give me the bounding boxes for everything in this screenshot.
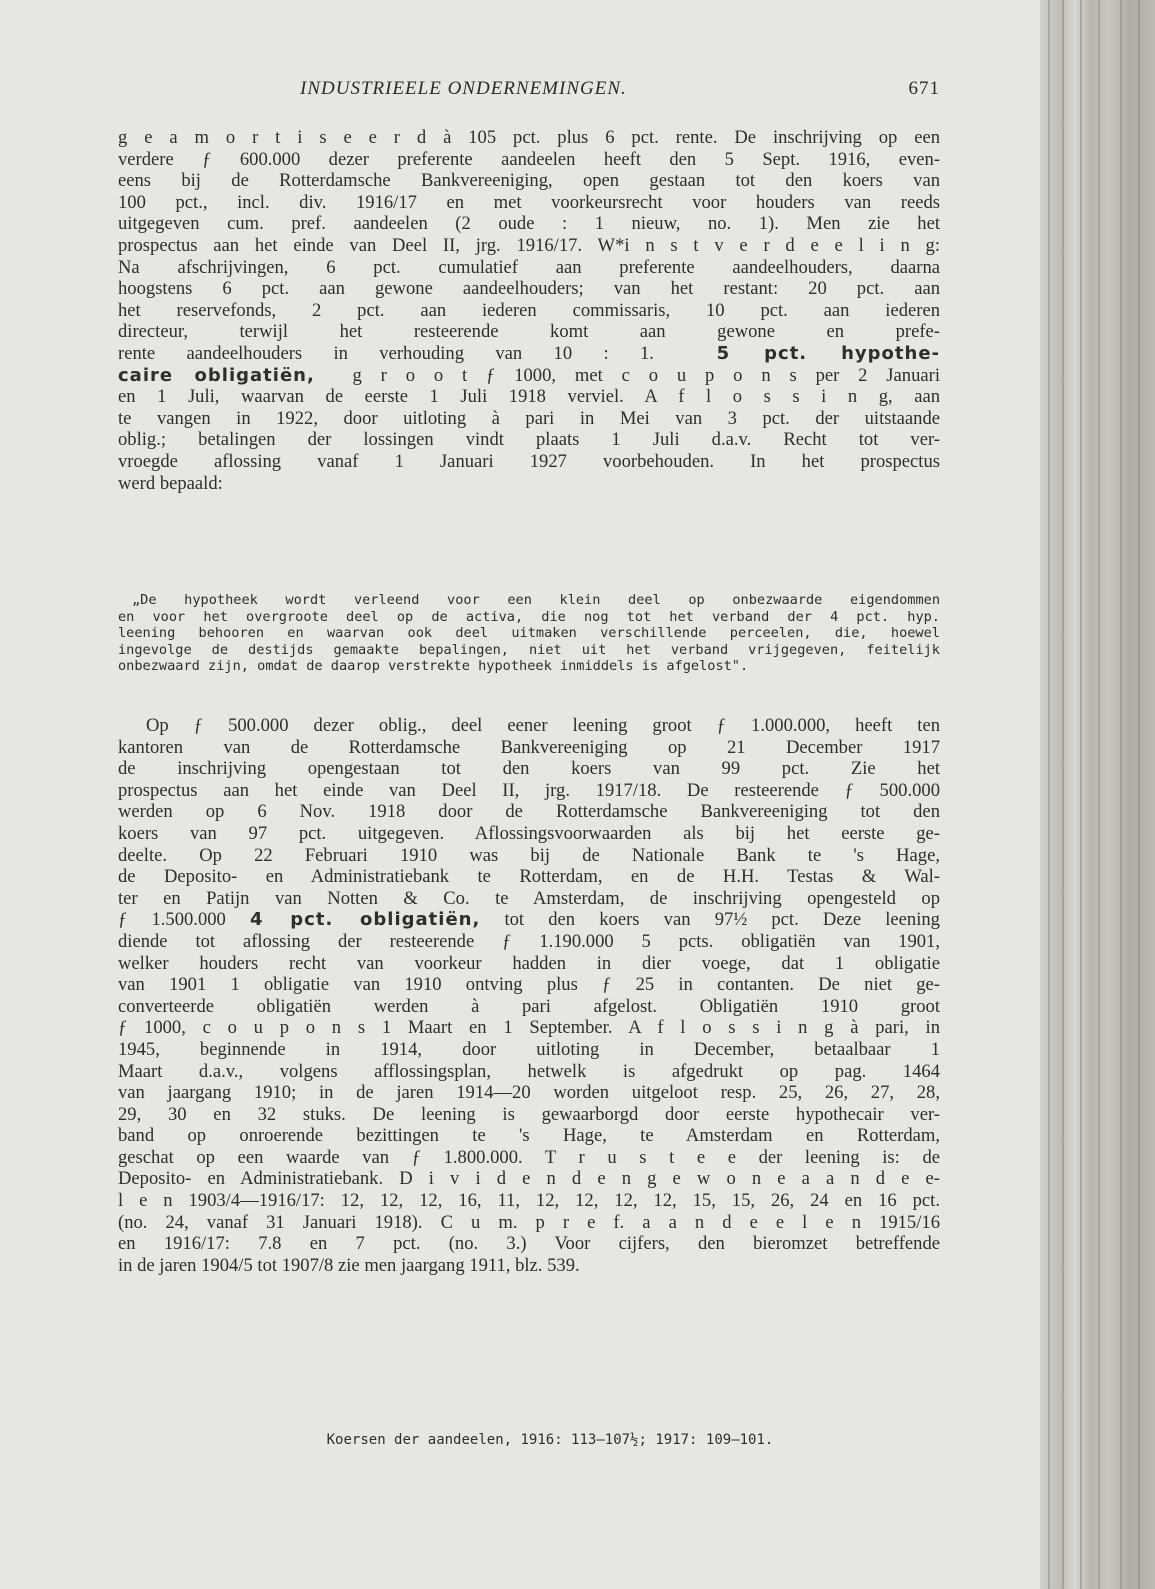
text-line: uitgegeven cum. pref. aandeelen (2 oude : 1 nieuw, no. 1). Men zie het <box>118 213 940 235</box>
text-line: Deposito- en Administratiebank. D i v i d e n d e n g e w o n e a a n d e e- <box>118 1168 940 1190</box>
quote-line: onbezwaard zijn, omdat de daarop verstrekte hypotheek inmiddels is afgelost". <box>118 658 749 674</box>
text-line: prospectus aan het einde van Deel II, jrg. 1916/17. W*i n s t v e r d e e l i n g: <box>118 234 940 256</box>
heading-run: 4 pct. obligatiën, <box>249 909 481 931</box>
text-line: Op ƒ 500.000 dezer oblig., deel eener leening groot ƒ 1.000.000, heeft ten <box>146 715 940 736</box>
paragraph-2 <box>118 715 940 1276</box>
text-line: en 1 Juli, waarvan de eerste 1 Juli 1918 verviel. A f l o s s i n g, aan <box>118 386 940 408</box>
text-line: de inschrijving opengestaan tot den koers van 99 pct. Zie het <box>118 758 940 780</box>
text-line: de Deposito- en Administratiebank te Rotterdam, en de H.H. Testas & Wal- <box>118 866 940 888</box>
text-line: eens bij de Rotterdamsche Bankvereeniging, open gestaan tot den koers van <box>118 170 940 192</box>
text-line: (no. 24, vanaf 31 Januari 1918). C u m. p r e f. a a n d e e l e n 1915/16 <box>118 1211 940 1233</box>
page-edge-line <box>1062 0 1064 1589</box>
text-line: ter en Patijn van Notten & Co. te Amsterdam, de inschrijving opengesteld op <box>118 887 940 909</box>
text-line: hoogstens 6 pct. aan gewone aandeelhouders; van het restant: 20 pct. aan <box>118 278 940 300</box>
text-line: welker houders recht van voorkeur hadden in dier voege, dat 1 obligatie <box>118 952 940 974</box>
text-line: in de jaren 1904/5 tot 1907/8 zie men jaargang 1911, blz. 539. <box>118 1254 580 1276</box>
page-edge-line <box>1120 0 1122 1589</box>
text-line: 100 pct., incl. div. 1916/17 en met voorkeursrecht voor houders van reeds <box>118 191 940 213</box>
text-line: g e a m o r t i s e e r d à 105 pct. plus 6 pct. rente. De inschrijving op een <box>118 127 940 148</box>
page-number: 671 <box>908 78 940 99</box>
heading-run: caire obligatiën, <box>118 364 315 386</box>
text-line: kantoren van de Rotterdamsche Bankvereeniging op 21 December 1917 <box>118 736 940 758</box>
text-run: tot den koers van 97½ pct. Deze leening <box>504 909 940 931</box>
text-run: rente aandeelhouders in verhouding van 10 : 1. <box>118 342 654 364</box>
text-line: van jaargang 1910; in de jaren 1914—20 worden uitgeloot resp. 25, 26, 27, 28, <box>118 1082 940 1104</box>
page-edge-line <box>1138 0 1140 1589</box>
block-quote <box>118 592 940 675</box>
text-line: en 1916/17: 7.8 en 7 pct. (no. 3.) Voor cijfers, den bieromzet betreffende <box>118 1233 940 1255</box>
quote-line: „De hypotheek wordt verleend voor een klein deel op onbezwaarde eigendommen <box>132 592 940 608</box>
book-spine <box>1040 0 1155 1589</box>
text-line: Maart d.a.v., volgens afflossingsplan, hetwelk is afgedrukt op pag. 1464 <box>118 1060 940 1082</box>
text-line: werden op 6 Nov. 1918 door de Rotterdamsche Bankvereeniging tot den <box>118 801 940 823</box>
running-header <box>300 78 940 104</box>
footer-text: Koersen der aandeelen, 1916: 113—107½; 1917: 109—101. <box>326 1432 774 1448</box>
footer-note <box>0 1432 1060 1448</box>
text-line: verdere ƒ 600.000 dezer preferente aandeelen heeft den 5 Sept. 1916, even- <box>118 148 940 170</box>
heading-run: 5 pct. hypothe- <box>716 342 941 364</box>
text-line: koers van 97 pct. uitgegeven. Aflossingsvoorwaarden als bij het eerste ge- <box>118 822 940 844</box>
text-line <box>118 909 940 931</box>
text-line: vroegde aflossing vanaf 1 Januari 1927 voorbehouden. In het prospectus <box>118 450 940 472</box>
running-title: INDUSTRIEELE ONDERNEMINGEN. <box>300 78 627 99</box>
text-line: werd bepaald: <box>118 472 223 494</box>
text-line: deelte. Op 22 Februari 1910 was bij de Nationale Bank te 's Hage, <box>118 844 940 866</box>
quote-line: en voor het overgroote deel op de activa, die nog tot het verband der 4 pct. hyp. <box>118 608 940 625</box>
text-line: band op onroerende bezittingen te 's Hage, te Amsterdam en Rotterdam, <box>118 1125 940 1147</box>
text-line: oblig.; betalingen der lossingen vindt plaats 1 Juli d.a.v. Recht tot ver- <box>118 429 940 451</box>
text-line <box>118 343 940 365</box>
text-line: prospectus aan het einde van Deel II, jrg. 1917/18. De resteerende ƒ 500.000 <box>118 779 940 801</box>
text-line: het reservefonds, 2 pct. aan iederen commissaris, 10 pct. aan iederen <box>118 299 940 321</box>
quote-line: leening behooren en waarvan ook deel uitmaken verschillende perceelen, die, hoewel <box>118 625 940 641</box>
text-line: Na afschrijvingen, 6 pct. cumulatief aan preferente aandeelhouders, daarna <box>118 256 940 278</box>
text-line: te vangen in 1922, door uitloting à pari in Mei van 3 pct. der uitstaande <box>118 407 940 429</box>
text-run: ƒ 1.500.000 <box>118 909 226 931</box>
text-line: directeur, terwijl het resteerende komt aan gewone en prefe- <box>118 321 940 343</box>
text-line: geschat op een waarde van ƒ 1.800.000. T r u s t e e der leening is: de <box>118 1146 940 1168</box>
text-line: converteerde obligatiën werden à pari afgelost. Obligatiën 1910 groot <box>118 995 940 1017</box>
page-edge-line <box>1098 0 1100 1589</box>
page-edge-line <box>1080 0 1082 1589</box>
quote-line: ingevolge de destijds gemaakte bepalingen, niet uit het verband vrijgegeven, feitelijk <box>118 641 940 658</box>
text-line: diende tot aflossing der resteerende ƒ 1.190.000 5 pcts. obligatiën van 1901, <box>118 930 940 952</box>
text-line <box>118 365 940 387</box>
text-line: ƒ 1000, c o u p o n s 1 Maart en 1 September. A f l o s s i n g à pari, in <box>118 1017 940 1039</box>
paragraph-1 <box>118 127 940 494</box>
text-line: l e n 1903/4—1916/17: 12, 12, 12, 16, 11, 12, 12, 12, 12, 15, 15, 26, 24 en 16 pct. <box>118 1190 940 1212</box>
text-line: 1945, beginnende in 1914, door uitloting in December, betaalbaar 1 <box>118 1038 940 1060</box>
page-edge-line <box>1048 0 1050 1589</box>
text-run: g r o o t ƒ 1000, met c o u p o n s per 2 Januari <box>352 364 941 386</box>
text-line: van 1901 1 obligatie van 1910 ontving plus ƒ 25 in contanten. De niet ge- <box>118 974 940 996</box>
text-line: 29, 30 en 32 stuks. De leening is gewaarborgd door eerste hypothecair ver- <box>118 1103 940 1125</box>
